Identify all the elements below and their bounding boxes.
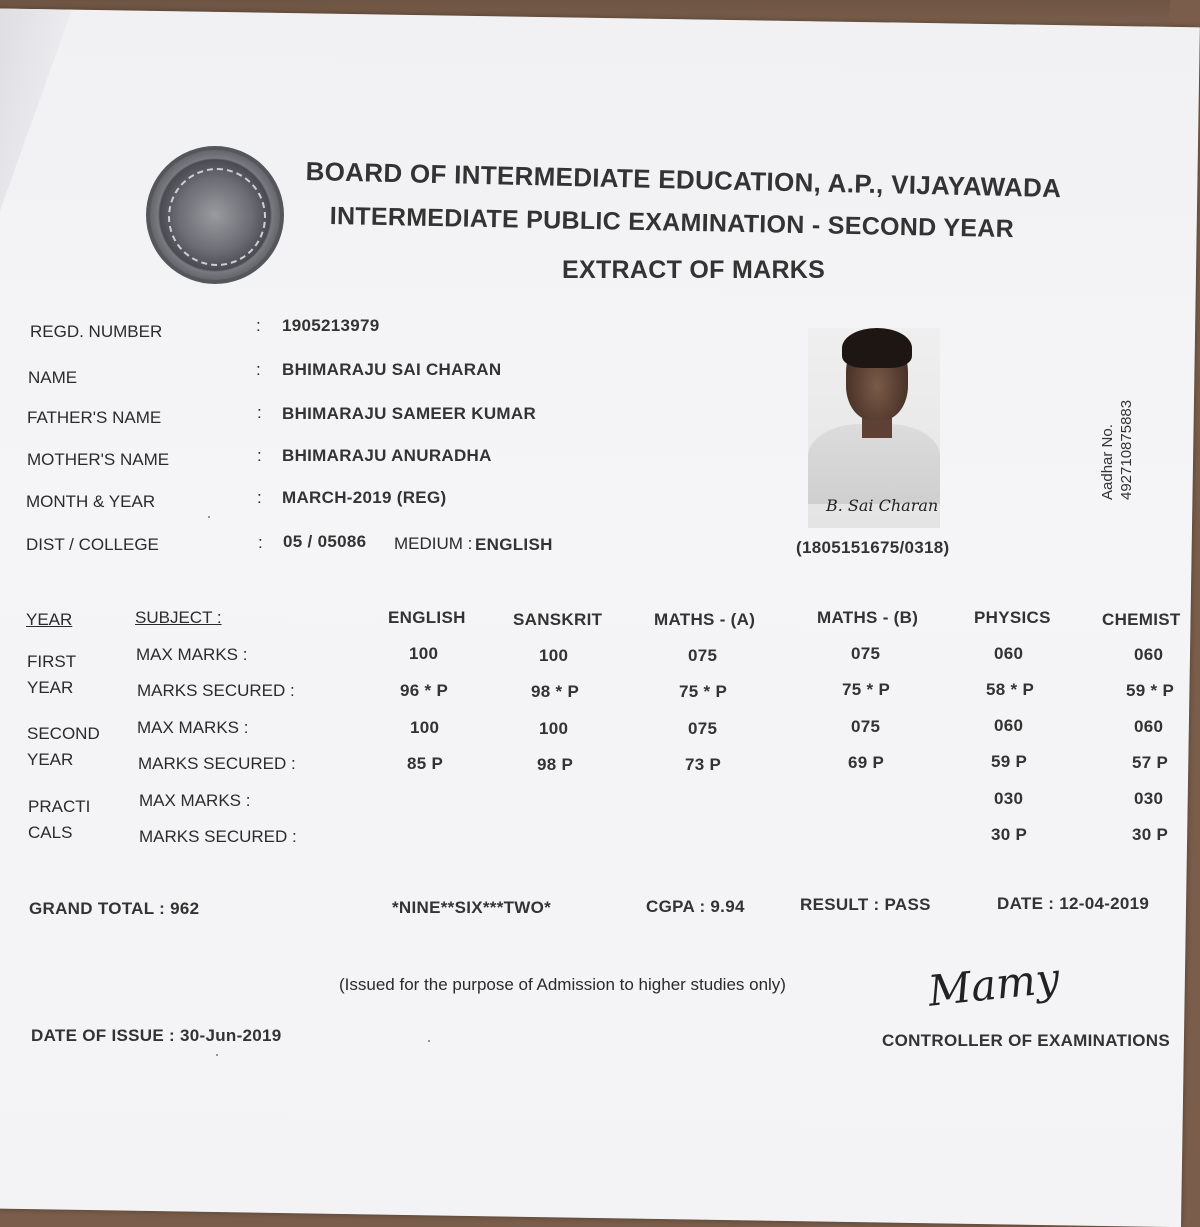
board-title: BOARD OF INTERMEDIATE EDUCATION, A.P., VIJAYAWADA xyxy=(305,156,1062,204)
speck xyxy=(216,1054,218,1056)
first-secured-sanskrit: 98 * P xyxy=(531,682,580,701)
first-max-maths-a: 075 xyxy=(688,646,718,665)
aadhar-label: Aadhar No. xyxy=(1099,424,1116,500)
subject-physics: PHYSICS xyxy=(974,608,1051,627)
issued-note: (Issued for the purpose of Admission to higher studies only) xyxy=(339,975,786,994)
second-secured-chemistry: 57 P xyxy=(1132,753,1169,772)
board-seal-icon xyxy=(146,146,284,284)
aadhar-block xyxy=(1098,400,1136,500)
medium-value: ENGLISH xyxy=(475,535,553,554)
marks-secured-label: MARKS SECURED : xyxy=(138,754,296,773)
second-secured-physics: 59 P xyxy=(991,752,1028,771)
extract-title: EXTRACT OF MARKS xyxy=(562,256,826,284)
year-header: YEAR xyxy=(26,610,73,629)
colon: : xyxy=(257,403,262,422)
second-secured-sanskrit: 98 P xyxy=(537,755,574,774)
father-value: BHIMARAJU SAMEER KUMAR xyxy=(282,404,537,423)
cgpa: CGPA : 9.94 xyxy=(646,897,745,916)
name-value: BHIMARAJU SAI CHARAN xyxy=(282,360,502,379)
medium-label: MEDIUM : xyxy=(394,534,473,553)
exam-title: INTERMEDIATE PUBLIC EXAMINATION - SECOND YEAR xyxy=(329,202,1015,244)
first-max-maths-b: 075 xyxy=(851,644,881,663)
name-label: NAME xyxy=(28,368,78,387)
speck xyxy=(428,1040,430,1042)
second-secured-maths-b: 69 P xyxy=(848,753,885,772)
marks-secured-label: MARKS SECURED : xyxy=(137,681,295,700)
colon: : xyxy=(257,488,262,507)
max-marks-label: MAX MARKS : xyxy=(139,791,251,810)
second-year-label: SECOND xyxy=(27,724,100,743)
dist-label: DIST / COLLEGE xyxy=(26,535,159,554)
second-max-maths-a: 075 xyxy=(688,719,718,738)
mother-label: MOTHER'S NAME xyxy=(27,450,170,469)
grand-total: GRAND TOTAL : 962 xyxy=(29,899,200,918)
practical-max-chemistry: 030 xyxy=(1134,789,1164,808)
speck xyxy=(208,516,210,518)
regd-value: 1905213979 xyxy=(282,316,380,335)
student-photo xyxy=(808,328,940,528)
seal-ring xyxy=(168,168,266,266)
marks-secured-label: MARKS SECURED : xyxy=(139,827,297,846)
practicals-label: PRACTI xyxy=(28,797,91,816)
practical-secured-chemistry: 30 P xyxy=(1132,825,1169,844)
month-value: MARCH-2019 (REG) xyxy=(282,488,447,507)
practicals-label-2: CALS xyxy=(28,823,73,842)
first-secured-maths-a: 75 * P xyxy=(679,682,728,701)
colon: : xyxy=(258,533,263,552)
father-label: FATHER'S NAME xyxy=(27,408,162,427)
colon: : xyxy=(256,316,261,335)
result: RESULT : PASS xyxy=(800,895,931,914)
first-secured-chemistry: 59 * P xyxy=(1126,681,1175,700)
first-max-chemistry: 060 xyxy=(1134,645,1164,664)
subject-chemistry: CHEMIST xyxy=(1102,610,1181,629)
first-year-label: FIRST xyxy=(27,652,77,671)
second-max-maths-b: 075 xyxy=(851,717,881,736)
dist-value: 05 / 05086 xyxy=(283,532,367,551)
second-max-sanskrit: 100 xyxy=(539,719,569,738)
photo-code: (1805151675/0318) xyxy=(796,538,950,557)
second-max-chemistry: 060 xyxy=(1134,717,1164,736)
first-max-english: 100 xyxy=(409,644,439,663)
second-year-label-2: YEAR xyxy=(27,750,74,769)
subject-header: SUBJECT : xyxy=(135,608,222,627)
result-date: DATE : 12-04-2019 xyxy=(997,894,1150,913)
second-secured-maths-a: 73 P xyxy=(685,755,722,774)
practical-secured-physics: 30 P xyxy=(991,825,1028,844)
subject-maths-a: MATHS - (A) xyxy=(654,610,756,629)
photo-hair xyxy=(842,328,912,368)
mother-value: BHIMARAJU ANURADHA xyxy=(282,446,492,465)
second-max-physics: 060 xyxy=(994,716,1024,735)
student-signature: B. Sai Charan xyxy=(826,496,939,515)
second-secured-english: 85 P xyxy=(407,754,444,773)
second-max-english: 100 xyxy=(410,718,440,737)
practical-max-physics: 030 xyxy=(994,789,1024,808)
aadhar-number: 492710875883 xyxy=(1118,399,1135,500)
first-year-label-2: YEAR xyxy=(27,678,74,697)
regd-label: REGD. NUMBER xyxy=(30,322,163,341)
controller-signature: Mamy xyxy=(925,953,1062,1016)
month-label: MONTH & YEAR xyxy=(26,492,156,511)
total-in-words: *NINE**SIX***TWO* xyxy=(392,898,552,917)
subject-english: ENGLISH xyxy=(388,608,466,627)
date-of-issue: DATE OF ISSUE : 30-Jun-2019 xyxy=(31,1026,282,1045)
first-max-sanskrit: 100 xyxy=(539,646,569,665)
max-marks-label: MAX MARKS : xyxy=(137,718,249,737)
first-secured-maths-b: 75 * P xyxy=(842,680,891,699)
subject-sanskrit: SANSKRIT xyxy=(513,610,603,629)
first-secured-english: 96 * P xyxy=(400,681,449,700)
controller-title: CONTROLLER OF EXAMINATIONS xyxy=(882,1031,1170,1050)
subject-maths-b: MATHS - (B) xyxy=(817,608,919,627)
colon: : xyxy=(257,446,262,465)
colon: : xyxy=(256,360,261,379)
first-secured-physics: 58 * P xyxy=(986,680,1035,699)
first-max-physics: 060 xyxy=(994,644,1024,663)
max-marks-label: MAX MARKS : xyxy=(136,645,248,664)
